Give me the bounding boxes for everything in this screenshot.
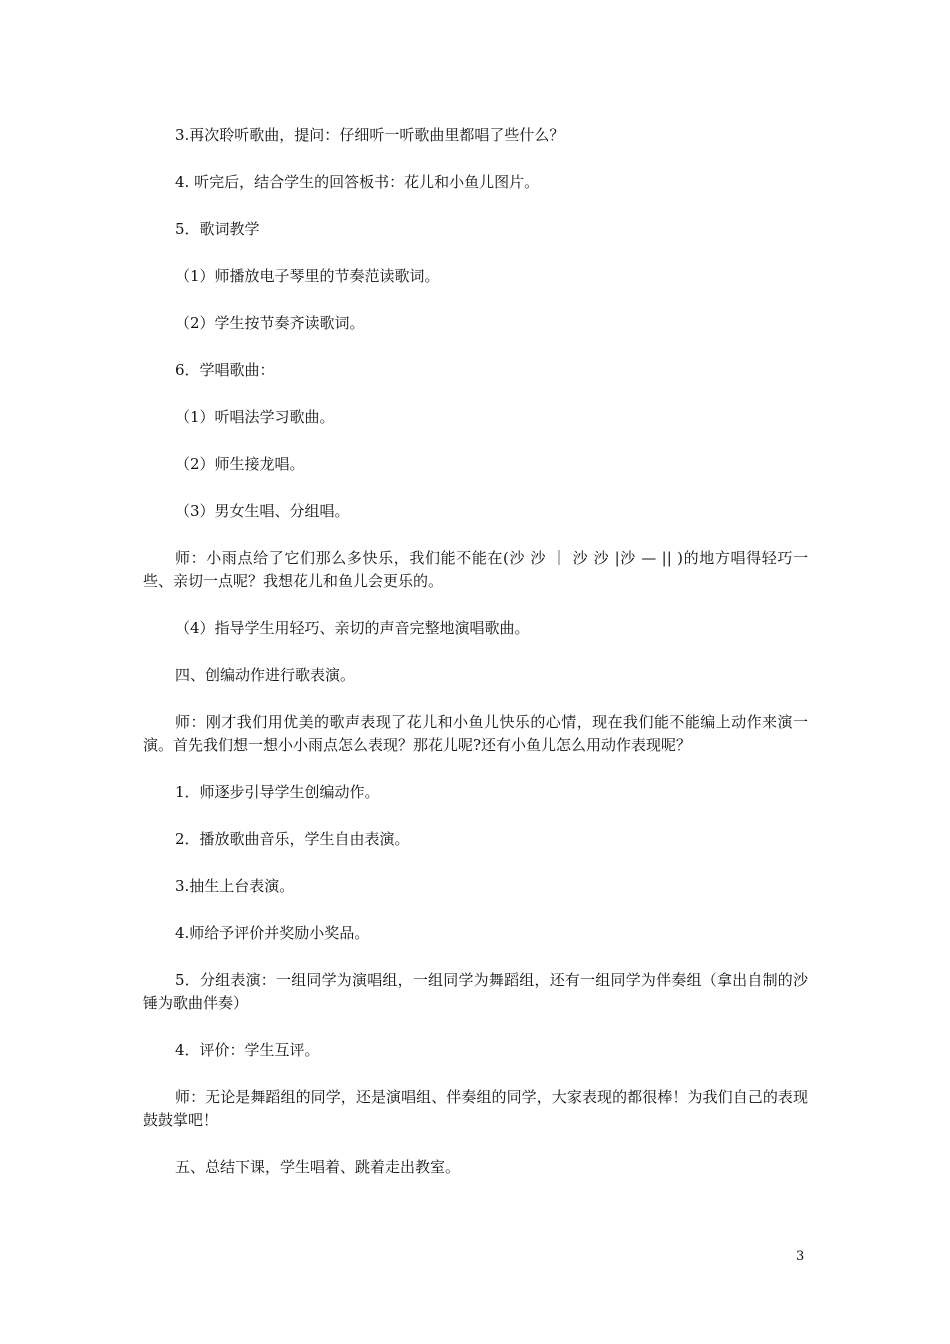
paragraph: （2）学生按节奏齐读歌词。: [175, 314, 365, 332]
paragraph: 3.抽生上台表演。: [175, 877, 295, 895]
paragraph: 4.师给予评价并奖励小奖品。: [175, 924, 370, 942]
paragraph: 五、总结下课，学生唱着、跳着走出教室。: [175, 1158, 461, 1176]
paragraph: 2．播放歌曲音乐，学生自由表演。: [175, 830, 410, 848]
paragraph: （3）男女生唱、分组唱。: [175, 502, 350, 520]
paragraph: 6．学唱歌曲：: [175, 361, 275, 379]
paragraph: 3.再次聆听歌曲，提问：仔细听一听歌曲里都唱了些什么？: [175, 126, 565, 144]
page-content: [143, 124, 808, 1203]
paragraph: 4. 听完后，结合学生的回答板书：花儿和小鱼儿图片。: [175, 173, 540, 191]
page-number: 3: [796, 1249, 805, 1264]
paragraph: （1）师播放电子琴里的节奏范读歌词。: [175, 267, 440, 285]
paragraph: 5．分组表演：一组同学为演唱组，一组同学为舞蹈组，还有一组同学为伴奏组（拿出自制的沙锤为歌曲伴奏）: [143, 971, 808, 1012]
paragraph: 1．师逐步引导学生创编动作。: [175, 783, 380, 801]
paragraph: （4）指导学生用轻巧、亲切的声音完整地演唱歌曲。: [175, 619, 530, 637]
paragraph: 师：无论是舞蹈组的同学，还是演唱组、伴奏组的同学，大家表现的都很棒！为我们自己的表现鼓鼓掌吧！: [143, 1088, 808, 1129]
paragraph: 4．评价：学生互评。: [175, 1041, 320, 1059]
paragraph: 师：小雨点给了它们那么多快乐，我们能不能在(沙 沙 ｜ 沙 沙 |沙 — || )的地方唱得轻巧一些、亲切一点呢？我想花儿和鱼儿会更乐的。: [143, 549, 808, 590]
paragraph: 5．歌词教学: [175, 220, 260, 238]
paragraph: （1）听唱法学习歌曲。: [175, 408, 335, 426]
paragraph: 四、创编动作进行歌表演。: [175, 666, 356, 684]
paragraph: （2）师生接龙唱。: [175, 455, 305, 473]
paragraph: 师：刚才我们用优美的歌声表现了花儿和小鱼儿快乐的心情，现在我们能不能编上动作来演一演。首先我们想一想小小雨点怎么表现？那花儿呢?还有小鱼儿怎么用动作表现呢？: [143, 713, 808, 754]
